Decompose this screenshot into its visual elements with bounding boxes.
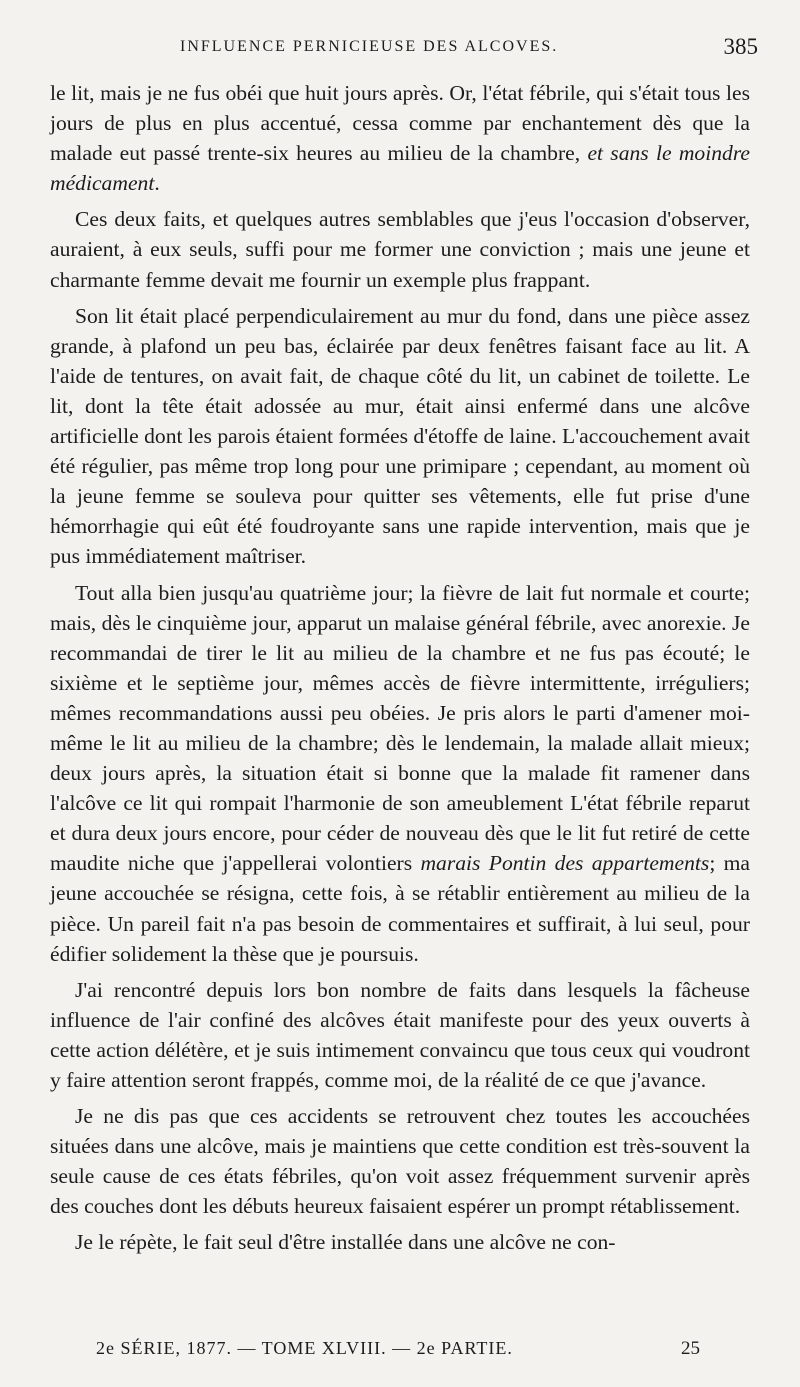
paragraph [50,301,750,572]
paragraph [50,78,750,198]
signature-number: 25 [681,1338,700,1359]
text-run: J'ai rencontré depuis lors bon nombre de faits dans lesquels la fâcheuse influence de l'air confiné des alcôves était manifeste pour des yeux ouverts à cette action délétère, et je suis intimement convaincu que tous ceux qui voudront y faire attention seront frappés, comme moi, de la réalité de ce que j'avance. [50,977,750,1092]
text-run: Tout alla bien jusqu'au quatrième jour; la fièvre de lait fut normale et courte; mais, dès le cinquième jour, apparut un malaise général fébrile, avec anorexie. Je recommandai de tirer le lit au milieu de la chambre et ne fus pas écouté; le sixième et le septième jour, mêmes accès de fièvre intermittente, irréguliers; mêmes recommandations aussi peu obéies. Je pris alors le parti d'amener moi-même le lit au milieu de la chambre; dès le lendemain, la malade allait mieux; deux jours après, la situation était si bonne que la malade fit ramener dans l'alcôve ce lit qui rompait l'harmonie de son ameublement L'état fébrile reparut et dura deux jours encore, pour céder de nouveau dès que le lit fut retiré de cette maudite niche que j'appellerai volontiers [50,580,750,876]
text-run: Je ne dis pas que ces accidents se retrouvent chez toutes les accouchées situées dans une alcôve, mais je maintiens que cette condition est très-souvent la seule cause de ces états fébriles, qu'on voit assez fréquemment survenir après des couches dont les débuts heureux faisaient espérer un prompt rétablissement. [50,1104,750,1219]
page-number: 385 [723,34,758,59]
paragraph [50,1227,750,1257]
body-text [50,78,750,1258]
paragraph [50,204,750,294]
running-head: INFLUENCE PERNICIEUSE DES ALCOVES. [180,38,559,55]
italic-text: marais Pontin des appartements [420,851,710,876]
page-header [40,30,760,70]
page-footer [96,1338,700,1368]
paragraph [50,975,750,1095]
paragraph [50,1101,750,1221]
paragraph [50,578,750,969]
text-run: ; ma jeune accouchée se résigna, cette fois, à se rétablir entièrement au milieu de la pièce. Un pareil fait n'a pas besoin de commentaires et suffirait, à lui seul, pour édifier solidement la thèse que je poursuis. [50,851,751,966]
text-run: Je le répète, le fait seul d'être installée dans une alcôve ne con- [75,1230,616,1255]
printer-signature: 2e SÉRIE, 1877. — TOME XLVIII. — 2e PARTIE. [96,1338,513,1358]
text-run: le lit, mais je ne fus obéi que huit jours après. Or, l'état fébrile, qui s'était tous les jours de plus en plus accentué, cessa comme par enchantement dès que la malade eut passé trente-six heures au milieu de la chambre, [50,81,750,166]
text-run: Ces deux faits, et quelques autres semblables que j'eus l'occasion d'observer, auraient, à eux seuls, suffi pour me former une conviction ; mais une jeune et charmante femme devait me fournir un exemple plus frappant. [50,207,750,292]
text-run: . [154,171,160,196]
italic-text: et sans le moindre médicament [50,141,751,196]
text-run: Son lit était placé perpendiculairement au mur du fond, dans une pièce assez grande, à plafond un peu bas, éclairée par deux fenêtres faisant face au lit. A l'aide de tentures, on avait fait, de chaque côté du lit, un cabinet de toilette. Le lit, dont la tête était adossée au mur, était ainsi enfermé dans une alcôve artificielle dont les parois étaient formées d'étoffe de laine. L'accouchement avait été régulier, pas même trop long pour une primipare ; cependant, au moment où la jeune femme se souleva pour quitter ses vêtements, elle fut prise d'une hémorrhagie qui eût été foudroyante sans une rapide intervention, mais que je pus immédiatement maîtriser. [50,303,750,569]
